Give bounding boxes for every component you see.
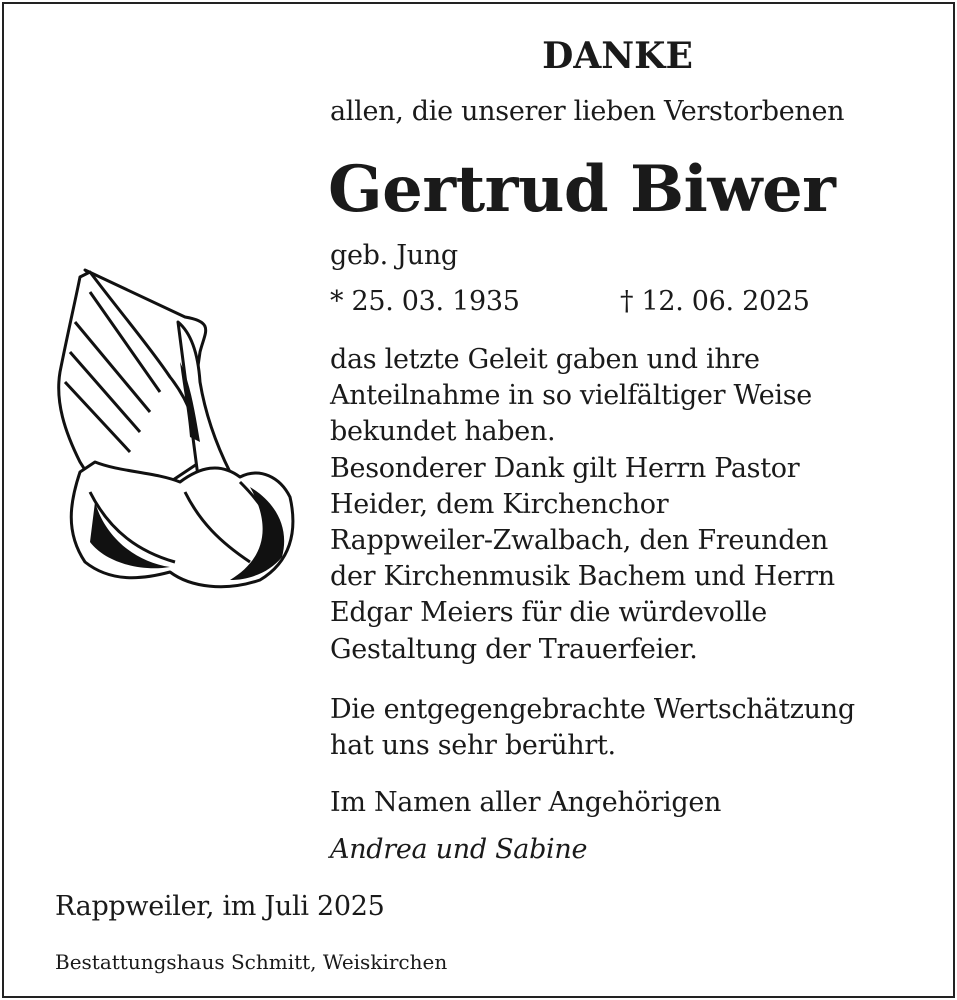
birth-date: * 25. 03. 1935 bbox=[330, 286, 520, 317]
text-line: Die entgegengebrachte Wertschätzung bbox=[330, 694, 855, 725]
praying-hands-icon bbox=[50, 262, 300, 612]
text-line: der Kirchenmusik Bachem und Herrn bbox=[330, 561, 835, 593]
text-line: Heider, dem Kirchenchor bbox=[330, 488, 669, 520]
thanks-paragraph bbox=[330, 342, 835, 668]
text-line: Gestaltung der Trauerfeier. bbox=[330, 633, 698, 665]
funeral-home: Bestattungshaus Schmitt, Weiskirchen bbox=[55, 950, 448, 974]
birth-name: geb. Jung bbox=[330, 240, 458, 271]
intro-text: allen, die unserer lieben Verstorbenen bbox=[330, 96, 845, 127]
text-line: Im Namen aller Angehörigen bbox=[330, 787, 722, 818]
place-date: Rappweiler, im Juli 2025 bbox=[55, 891, 385, 922]
text-line: hat uns sehr berührt. bbox=[330, 730, 616, 762]
text-line: bekundet haben. bbox=[330, 416, 556, 448]
text-line: Rappweiler-Zwalbach, den Freunden bbox=[330, 525, 829, 557]
text-line: Anteilnahme in so vielfältiger Weise bbox=[330, 380, 812, 412]
deceased-name: Gertrud Biwer bbox=[328, 152, 836, 227]
heading-danke: DANKE bbox=[542, 35, 693, 77]
death-date: † 12. 06. 2025 bbox=[620, 286, 810, 317]
signers: Andrea und Sabine bbox=[330, 834, 588, 865]
text-line: Besonderer Dank gilt Herrn Pastor bbox=[330, 452, 800, 484]
appreciation-paragraph bbox=[330, 692, 855, 764]
text-line: Edgar Meiers für die würdevolle bbox=[330, 597, 767, 629]
family-line bbox=[330, 785, 721, 821]
text-line: das letzte Geleit gaben und ihre bbox=[330, 344, 760, 375]
